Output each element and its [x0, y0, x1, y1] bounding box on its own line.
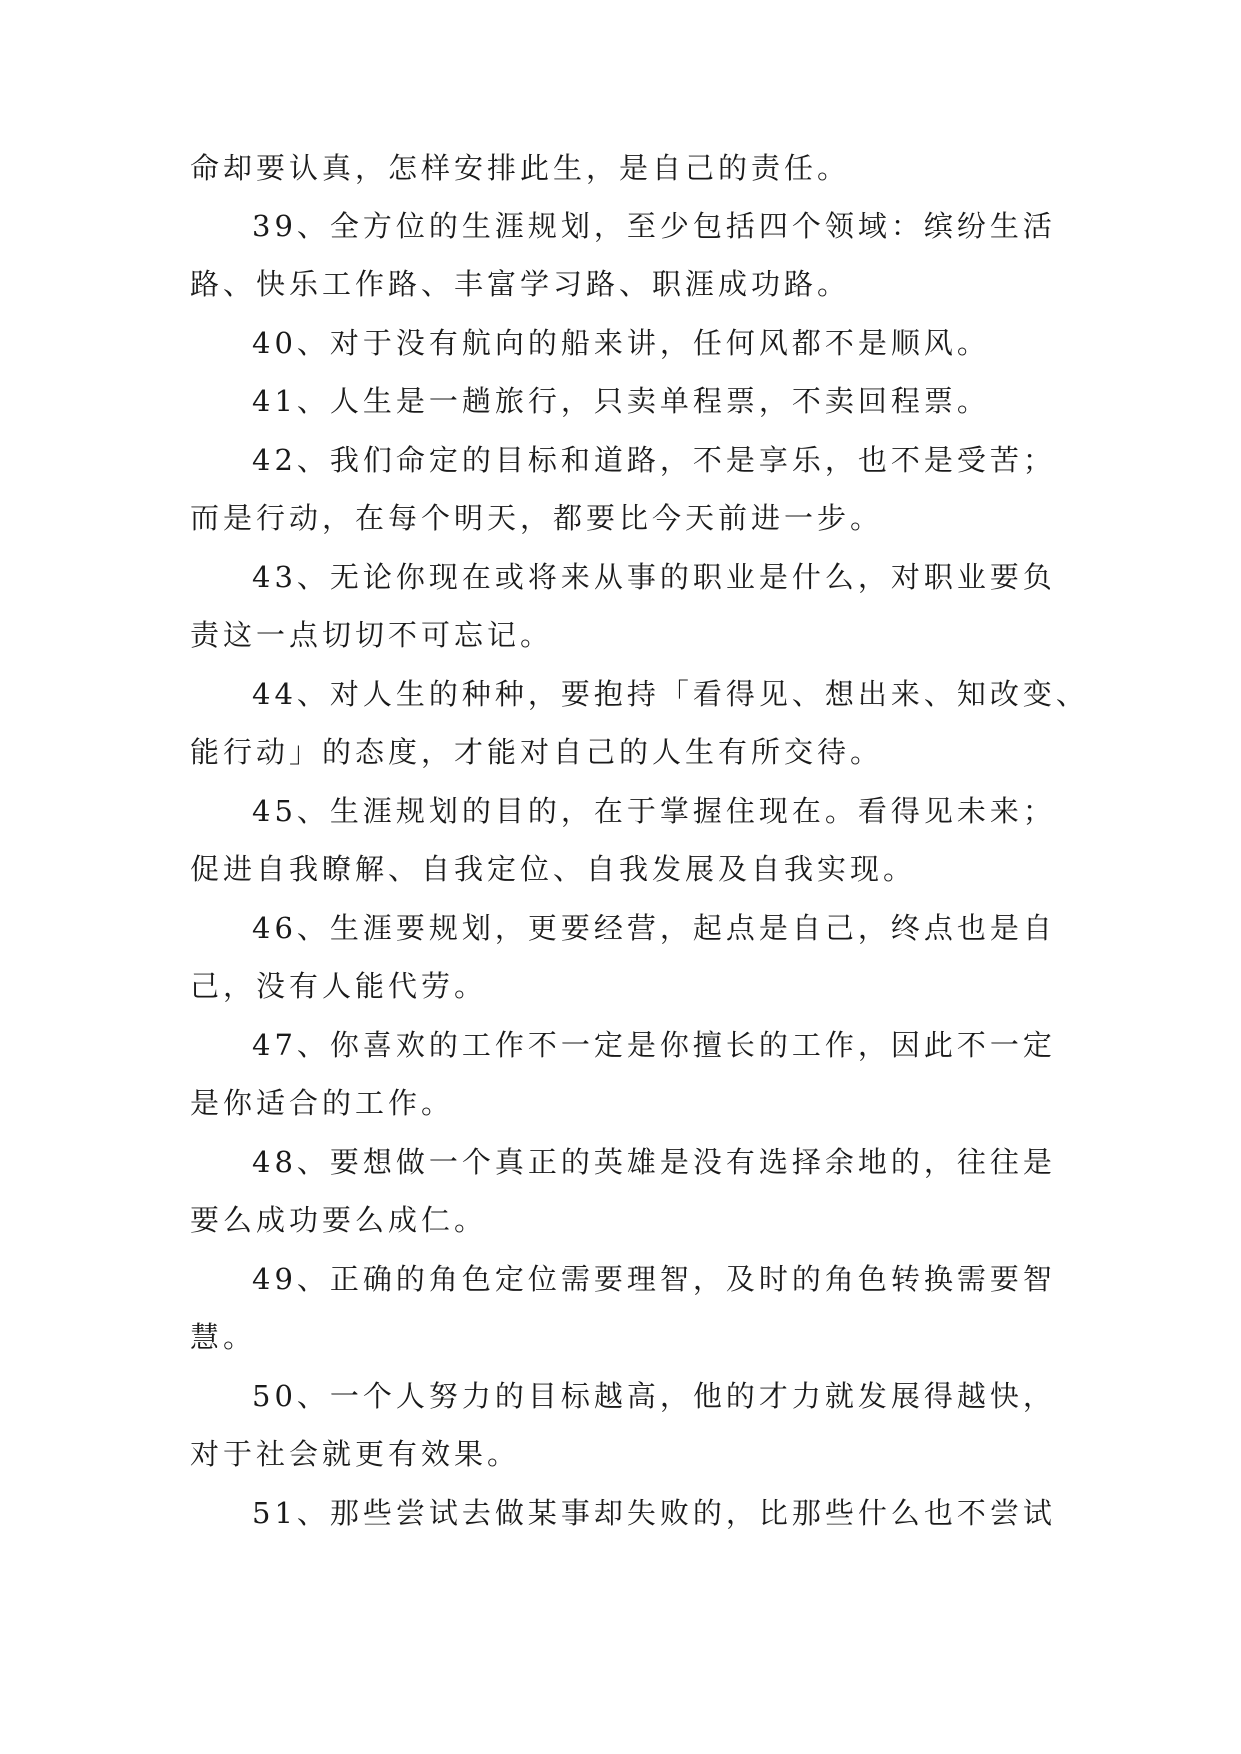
- text-line: 是你适合的工作。: [190, 1086, 455, 1120]
- text-line: 45、生涯规划的目的，在于掌握住现在。看得见未来；: [252, 794, 1056, 828]
- text-line: 对于社会就更有效果。: [190, 1437, 521, 1471]
- text-line: 42、我们命定的目标和道路，不是享乐，也不是受苦；: [252, 443, 1056, 477]
- text-line: 46、生涯要规划，更要经营，起点是自己，终点也是自: [252, 911, 1056, 945]
- text-line: 43、无论你现在或将来从事的职业是什么，对职业要负: [252, 560, 1056, 594]
- text-line: 49、正确的角色定位需要理智，及时的角色转换需要智: [252, 1262, 1056, 1296]
- text-line: 而是行动，在每个明天，都要比今天前进一步。: [190, 501, 884, 535]
- text-line: 39、全方位的生涯规划，至少包括四个领域：缤纷生活: [252, 209, 1056, 243]
- text-line: 命却要认真，怎样安排此生，是自己的责任。: [190, 151, 851, 185]
- text-line: 41、人生是一趟旅行，只卖单程票，不卖回程票。: [252, 384, 990, 418]
- text-line: 责这一点切切不可忘记。: [190, 618, 554, 652]
- text-line: 要么成功要么成仁。: [190, 1203, 488, 1237]
- text-line: 促进自我瞭解、自我定位、自我发展及自我实现。: [190, 852, 917, 886]
- text-line: 40、对于没有航向的船来讲，任何风都不是顺风。: [252, 326, 990, 360]
- text-line: 路、快乐工作路、丰富学习路、职涯成功路。: [190, 267, 851, 301]
- text-line: 能行动」的态度，才能对自己的人生有所交待。: [190, 735, 884, 769]
- text-line: 己，没有人能代劳。: [190, 969, 488, 1003]
- text-line: 48、要想做一个真正的英雄是没有选择余地的，往往是: [252, 1145, 1056, 1179]
- text-line: 51、那些尝试去做某事却失败的，比那些什么也不尝试: [252, 1496, 1056, 1530]
- text-line: 50、一个人努力的目标越高，他的才力就发展得越快，: [252, 1379, 1056, 1413]
- text-line: 47、你喜欢的工作不一定是你擅长的工作，因此不一定: [252, 1028, 1056, 1062]
- text-line: 44、对人生的种种，要抱持「看得见、想出来、知改变、: [252, 677, 1089, 711]
- text-line: 慧。: [190, 1320, 257, 1354]
